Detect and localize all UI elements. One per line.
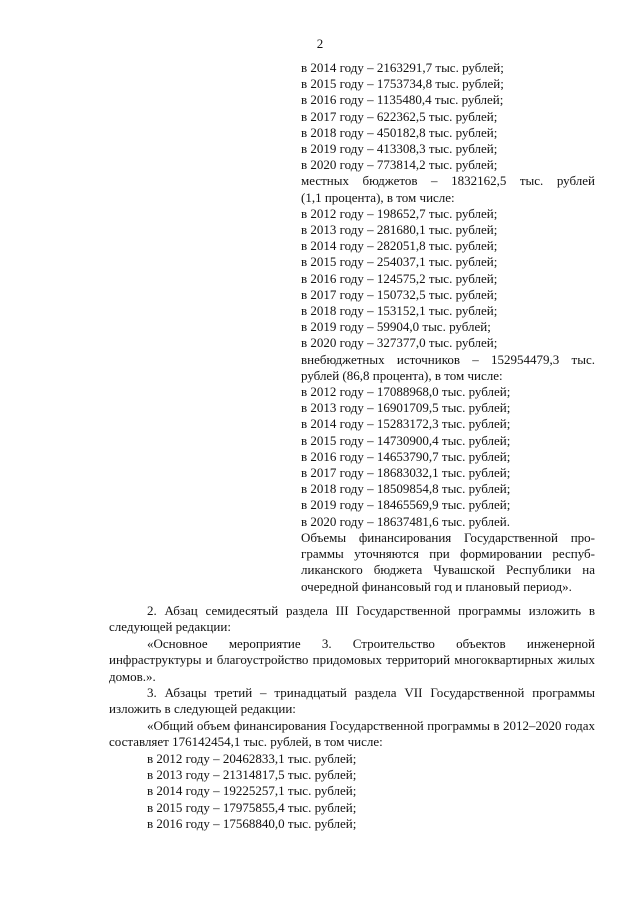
list-item: в 2013 году – 16901709,5 тыс. рублей; (301, 400, 511, 416)
list-item: в 2019 году – 413308,3 тыс. рублей; (301, 141, 498, 157)
paragraph-item-2-quote: «Основное мероприятие 3. Строительство объектов инженерной инфраструктуры и благоустройство придомовых территорий многоквартирных жилых домов.». (109, 635, 595, 684)
list-item: в 2020 году – 773814,2 тыс. рублей; (301, 157, 498, 173)
list-item: в 2015 году – 254037,1 тыс. рублей; (301, 254, 498, 270)
list-item: в 2015 году – 14730900,4 тыс. рублей; (301, 432, 511, 448)
list-item: в 2015 году – 1753734,8 тыс. рублей; (301, 76, 504, 92)
list-item: в 2012 году – 198652,7 тыс. рублей; (301, 205, 498, 221)
list-item: в 2014 году – 2163291,7 тыс. рублей; (301, 60, 504, 75)
list-item: в 2018 году – 450182,8 тыс. рублей; (301, 124, 498, 140)
document-body (109, 603, 595, 833)
list-item: в 2014 году – 15283172,3 тыс. рублей; (301, 416, 511, 432)
extrabudget-heading: внебюджетных источников – 152954479,3 тыс. (301, 351, 595, 367)
extrabudget-share: рублей (86,8 процента), в том числе: (301, 367, 503, 383)
paragraph-item-3: 3. Абзацы третий – тринадцатый раздела VII Государственной программы изложить в следующей редакции: (109, 685, 595, 717)
list-item: в 2016 году – 14653790,7 тыс. рублей; (301, 448, 511, 464)
list-item: в 2018 году – 18509854,8 тыс. рублей; (301, 481, 511, 497)
list-item: в 2016 году – 1135480,4 тыс. рублей; (301, 92, 504, 108)
list-item: в 2017 году – 622362,5 тыс. рублей; (301, 108, 498, 124)
list-item: в 2019 году – 59904,0 тыс. рублей; (301, 319, 491, 335)
list-item: в 2014 году – 19225257,1 тыс. рублей; (147, 783, 357, 799)
paragraph-item-3-quote: «Общий объем финансирования Государственной программы в 2012–2020 годах составляет 176142454,1 тыс. рублей, в том числе: (109, 717, 595, 750)
list-item: в 2013 году – 281680,1 тыс. рублей; (301, 222, 498, 238)
closing-line: очередной финансовый год и плановый период». (301, 578, 572, 594)
list-item: в 2016 году – 124575,2 тыс. рублей; (301, 270, 498, 286)
list-item: в 2013 году – 21314817,5 тыс. рублей; (147, 767, 357, 783)
list-item: в 2017 году – 150732,5 тыс. рублей; (301, 286, 498, 302)
funding-closing-note (301, 530, 595, 595)
list-item: в 2016 году – 17568840,0 тыс. рублей; (147, 816, 357, 832)
local-budgets-share: (1,1 процента), в том числе: (301, 189, 455, 205)
list-item: в 2017 году – 18683032,1 тыс. рублей; (301, 465, 511, 481)
list-item: в 2019 году – 18465569,9 тыс. рублей; (301, 497, 511, 513)
extrabudget-years-list (301, 384, 595, 530)
closing-line: Объемы финансирования Государственной про- (301, 529, 595, 545)
list-item: в 2012 году – 17088968,0 тыс. рублей; (301, 384, 511, 400)
republican-budget-years-list (301, 60, 595, 173)
list-item: в 2020 году – 327377,0 тыс. рублей; (301, 335, 498, 351)
list-item: в 2014 году – 282051,8 тыс. рублей; (301, 238, 498, 254)
closing-line: ликанского бюджета Чувашской Республики на (301, 562, 595, 578)
page-number: 2 (316, 36, 324, 51)
list-item: в 2020 году – 18637481,6 тыс. рублей. (301, 513, 510, 529)
funding-column (301, 60, 595, 595)
local-budgets-heading: местных бюджетов – 1832162,5 тыс. рублей (301, 173, 595, 189)
local-budgets-years-list (301, 206, 595, 352)
paragraph-item-2: 2. Абзац семидесятый раздела III Государственной программы изложить в следующей редакции: (109, 603, 595, 635)
list-item: в 2018 году – 153152,1 тыс. рублей; (301, 303, 498, 319)
list-item: в 2012 году – 20462833,1 тыс. рублей; (147, 750, 357, 766)
list-item: в 2015 году – 17975855,4 тыс. рублей; (147, 799, 357, 815)
closing-line: граммы уточняются при формировании респуб- (301, 546, 595, 562)
